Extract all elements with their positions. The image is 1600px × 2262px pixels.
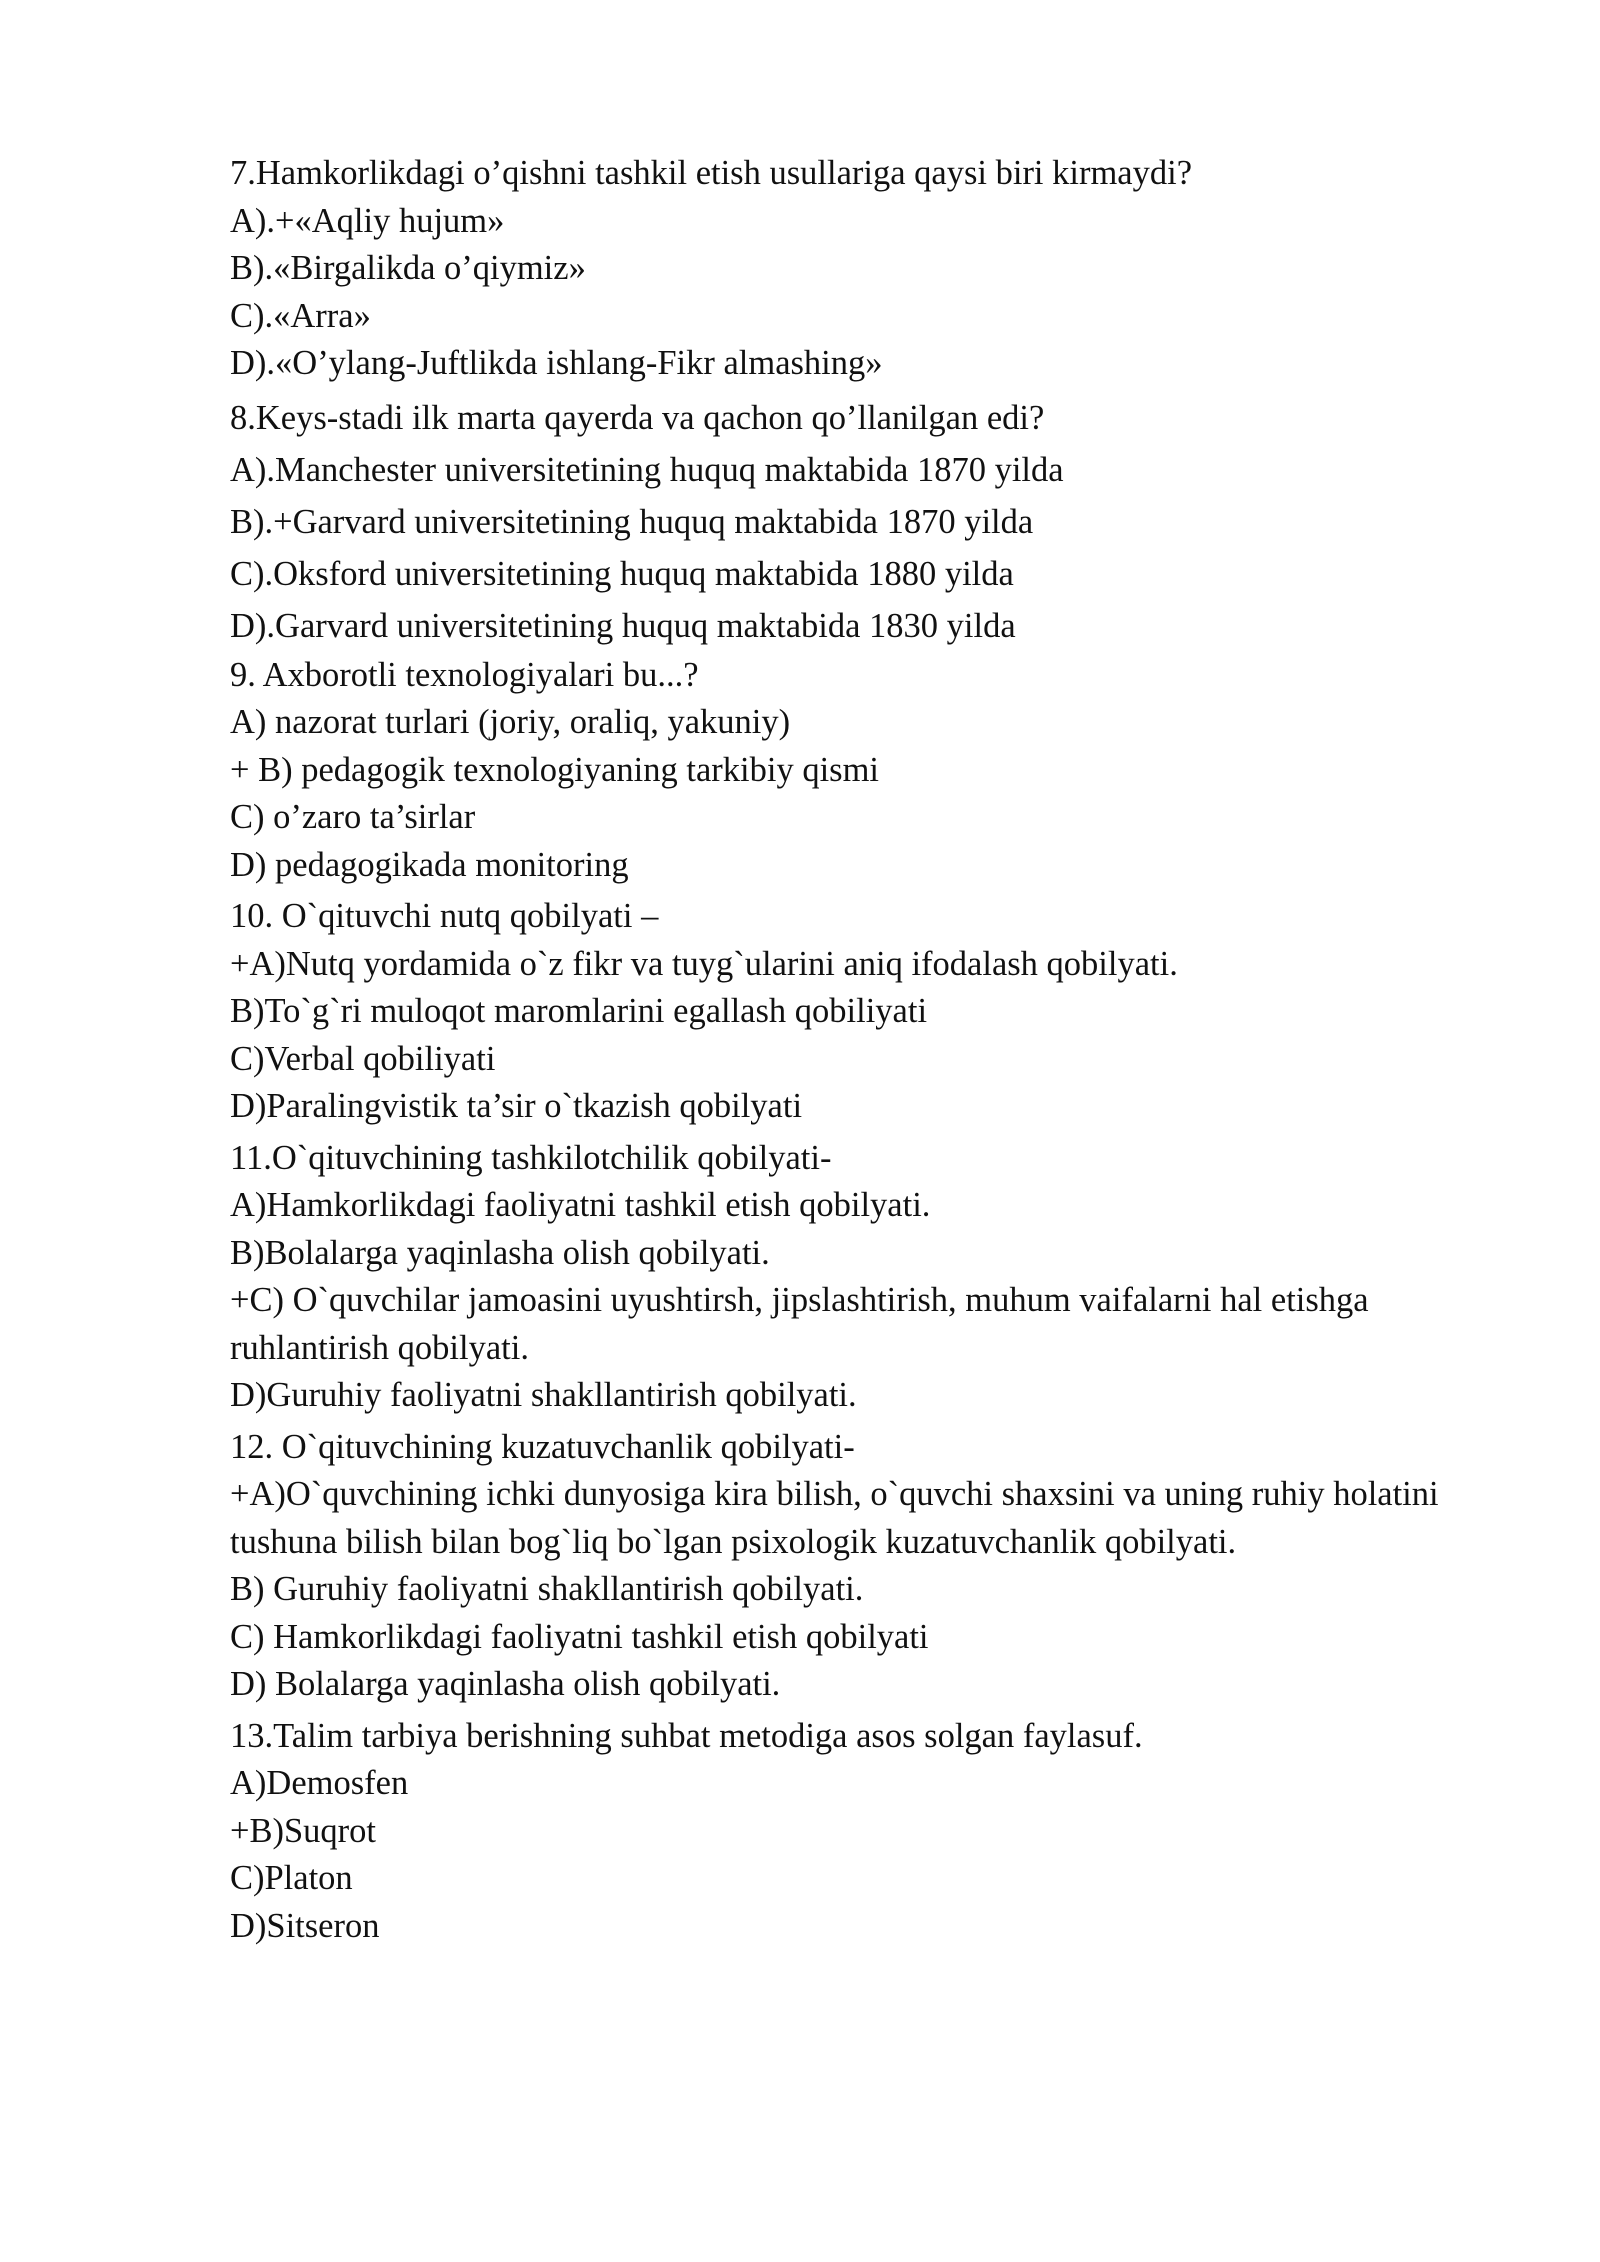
question-9-text: 9. Axborotli texnologiyalari bu...? bbox=[230, 655, 699, 694]
question-11-option-a: A)Hamkorlikdagi faoliyatni tashkil etish qobilyati. bbox=[230, 1186, 931, 1224]
question-8-option-a: A).Manchester universitetining huquq maktabida 1870 yilda bbox=[230, 450, 1064, 489]
question-8-option-c: C).Oksford universitetining huquq maktabida 1880 yilda bbox=[230, 554, 1014, 593]
question-10 bbox=[230, 893, 1480, 1131]
question-10-option-a: +A)Nutq yordamida o`z fikr va tuyg`ularini aniq ifodalash qobilyati. bbox=[230, 944, 1178, 983]
question-7-option-b: B).«Birgalikda o’qiymiz» bbox=[230, 249, 586, 287]
question-12-option-b: B) Guruhiy faoliyatni shakllantirish qobilyati. bbox=[230, 1570, 864, 1608]
question-10-option-b: B)To`g`ri muloqot maromlarini egallash qobiliyati bbox=[230, 992, 928, 1030]
question-12 bbox=[230, 1424, 1480, 1709]
question-12-option-a: +A)O`quvchining ichki dunyosiga kira bilish, o`quvchi shaxsini va uning ruhiy holatini tushuna bilish bilan bog`liq bo`lgan psixologik kuzatuvchanlik qobilyati. bbox=[230, 1475, 1439, 1561]
question-7-option-a: A).+«Aqliy hujum» bbox=[230, 201, 505, 240]
question-13-text: 13.Talim tarbiya berishning suhbat metodiga asos solgan faylasuf. bbox=[230, 1716, 1143, 1755]
question-12-option-c: C) Hamkorlikdagi faoliyatni tashkil etish qobilyati bbox=[230, 1617, 929, 1656]
question-13-option-c: C)Platon bbox=[230, 1859, 353, 1897]
question-9-option-a: A) nazorat turlari (joriy, oraliq, yakuniy) bbox=[230, 703, 791, 741]
question-9-option-c: C) o’zaro ta’sirlar bbox=[230, 798, 476, 836]
question-7-option-d: D).«O’ylang-Juftlikda ishlang-Fikr almashing» bbox=[230, 344, 883, 382]
question-8 bbox=[230, 392, 1480, 652]
question-9-option-d: D) pedagogikada monitoring bbox=[230, 845, 629, 884]
question-8-option-b: B).+Garvard universitetining huquq maktabida 1870 yilda bbox=[230, 502, 1034, 541]
question-8-option-d: D).Garvard universitetining huquq maktabida 1830 yilda bbox=[230, 606, 1016, 645]
question-7 bbox=[230, 150, 1480, 388]
question-13-option-d: D)Sitseron bbox=[230, 1906, 380, 1945]
question-9 bbox=[230, 652, 1480, 890]
question-7-option-c: C).«Arra» bbox=[230, 296, 371, 335]
document-page bbox=[230, 150, 1480, 1950]
question-13 bbox=[230, 1713, 1480, 1951]
question-11-option-d: D)Guruhiy faoliyatni shakllantirish qobilyati. bbox=[230, 1376, 857, 1414]
question-10-option-d: D)Paralingvistik ta’sir o`tkazish qobilyati bbox=[230, 1087, 803, 1125]
question-8-text: 8.Keys-stadi ilk marta qayerda va qachon qo’llanilgan edi? bbox=[230, 398, 1045, 437]
question-10-text: 10. O`qituvchi nutq qobilyati – bbox=[230, 897, 659, 935]
question-13-option-b: +B)Suqrot bbox=[230, 1811, 376, 1850]
question-12-text: 12. O`qituvchining kuzatuvchanlik qobilyati- bbox=[230, 1427, 855, 1466]
question-11-option-b: B)Bolalarga yaqinlasha olish qobilyati. bbox=[230, 1233, 770, 1272]
question-9-option-b: + B) pedagogik texnologiyaning tarkibiy qismi bbox=[230, 750, 879, 789]
question-7-text: 7.Hamkorlikdagi o’qishni tashkil etish usullariga qaysi biri kirmaydi? bbox=[230, 154, 1193, 192]
question-11-text: 11.O`qituvchining tashkilotchilik qobilyati- bbox=[230, 1138, 832, 1177]
question-13-option-a: A)Demosfen bbox=[230, 1764, 409, 1802]
question-11-option-c: +C) O`quvchilar jamoasini uyushtirsh, jipslashtirish, muhum vaifalarni hal etishga ruhlantirish qobilyati. bbox=[230, 1281, 1369, 1367]
question-11 bbox=[230, 1135, 1480, 1420]
question-10-option-c: C)Verbal qobiliyati bbox=[230, 1039, 496, 1078]
question-12-option-d: D) Bolalarga yaqinlasha olish qobilyati. bbox=[230, 1665, 781, 1703]
